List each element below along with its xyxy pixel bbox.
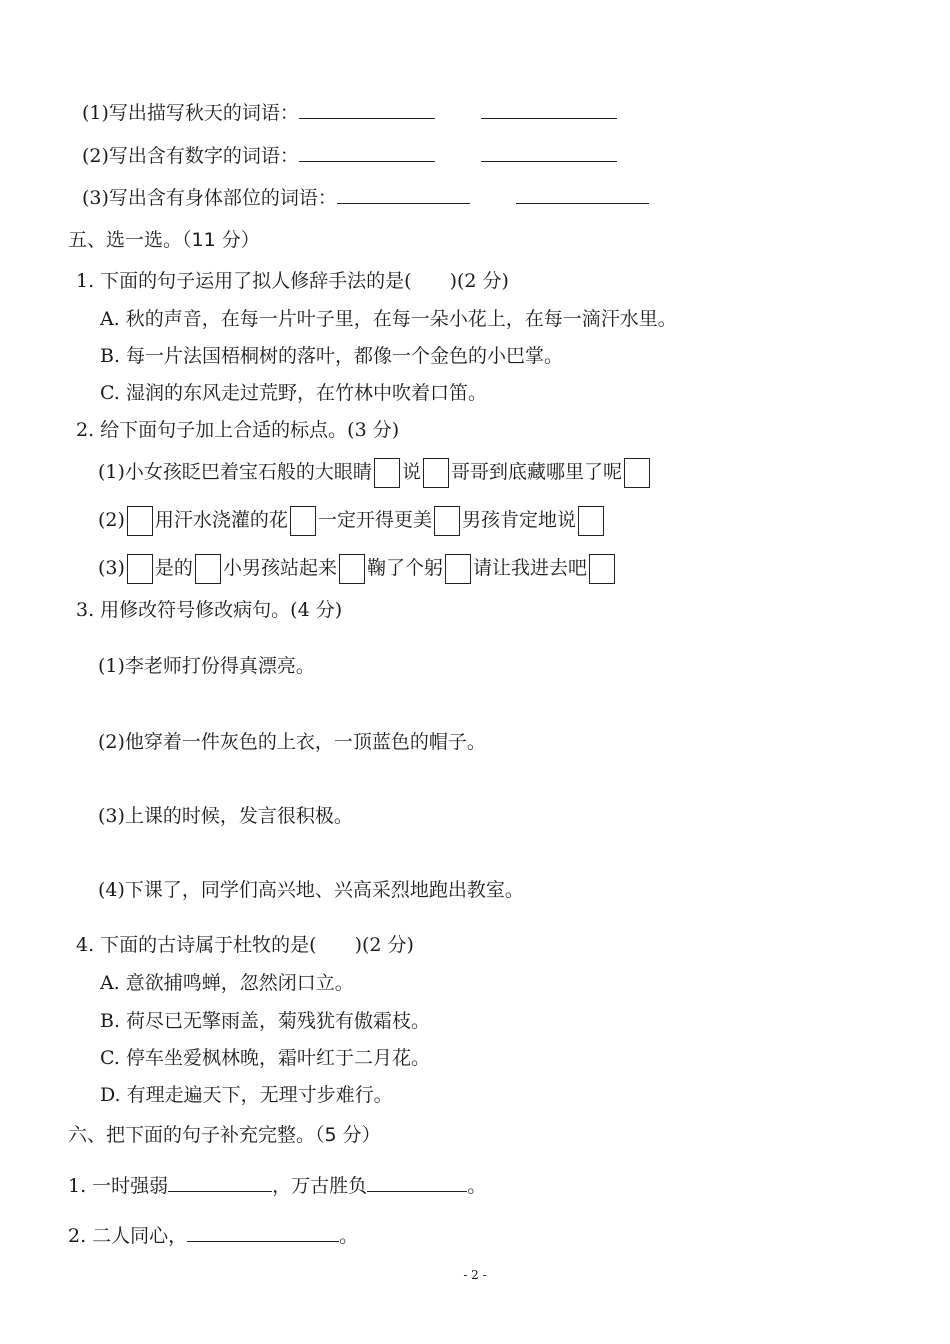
punctuation-box[interactable]: [624, 458, 650, 488]
punctuation-box[interactable]: [445, 554, 471, 584]
q3-stem: 3. 用修改符号修改病句。(4 分): [76, 599, 343, 621]
answer-blank[interactable]: [481, 143, 617, 162]
sentence-part: 是的: [154, 557, 193, 579]
page-number: - 2 -: [463, 1268, 487, 1282]
q4-option-a: A. 意欲捕鸣蝉，忽然闭口立。: [100, 972, 354, 994]
word-prompt: (2)写出含有数字的词语：: [82, 145, 299, 167]
q1-option-c: C. 湿润的东风走过荒野，在竹林中吹着口笛。: [100, 382, 487, 404]
sentence-part: (3): [98, 557, 125, 579]
section-six-title: 六、把下面的句子补充完整。（5 分）: [68, 1124, 381, 1146]
answer-blank[interactable]: [367, 1173, 467, 1192]
sentence-part: 哥哥到底藏哪里了呢: [450, 461, 622, 483]
word-line-1: [82, 100, 617, 126]
q4-stem: 4. 下面的古诗属于杜牧的是( )(2 分): [76, 934, 414, 956]
q3-sentence-1: (1)李老师打份得真漂亮。: [98, 655, 315, 677]
punctuation-box[interactable]: [423, 458, 449, 488]
punctuation-box[interactable]: [589, 554, 615, 584]
sentence-part: (1)小女孩眨巴着宝石般的大眼睛: [98, 461, 372, 483]
answer-blank[interactable]: [337, 185, 470, 204]
q2-row-2: [98, 506, 606, 536]
punctuation-box[interactable]: [578, 506, 604, 536]
sentence-part: 请让我进去吧: [472, 557, 587, 579]
punctuation-box[interactable]: [195, 554, 221, 584]
q1-stem: 1. 下面的句子运用了拟人修辞手法的是( )(2 分): [76, 270, 509, 292]
word-line-2: [82, 143, 617, 169]
punctuation-box[interactable]: [290, 506, 316, 536]
q2-row-1: [98, 458, 652, 488]
q1-option-a: A. 秋的声音，在每一片叶子里，在每一朵小花上，在每一滴汗水里。: [100, 308, 677, 330]
answer-blank[interactable]: [168, 1173, 272, 1192]
sentence-part: (2): [98, 509, 125, 531]
answer-blank[interactable]: [516, 185, 649, 204]
sentence-part: 鞠了个躬: [366, 557, 443, 579]
section-five-title: 五、选一选。（11 分）: [68, 229, 260, 251]
sentence-part: ，万古胜负: [272, 1175, 368, 1197]
answer-blank[interactable]: [299, 100, 435, 119]
s6-line-2: [68, 1223, 358, 1249]
sentence-part: 一定开得更美: [317, 509, 432, 531]
q3-sentence-2: (2)他穿着一件灰色的上衣，一顶蓝色的帽子。: [98, 731, 486, 753]
sentence-part: 小男孩站起来: [222, 557, 337, 579]
punctuation-box[interactable]: [339, 554, 365, 584]
sentence-part: 2. 二人同心，: [68, 1225, 188, 1247]
s6-line-1: [68, 1173, 486, 1199]
answer-blank[interactable]: [481, 100, 617, 119]
word-prompt: (1)写出描写秋天的词语：: [82, 102, 299, 124]
q2-stem: 2. 给下面句子加上合适的标点。(3 分): [76, 419, 400, 441]
sentence-part: 。: [339, 1225, 359, 1247]
word-prompt: (3)写出含有身体部位的词语：: [82, 187, 337, 209]
answer-blank[interactable]: [299, 143, 435, 162]
punctuation-box[interactable]: [374, 458, 400, 488]
q3-sentence-3: (3)上课的时候，发言很积极。: [98, 805, 353, 827]
sentence-part: 说: [401, 461, 421, 483]
punctuation-box[interactable]: [127, 506, 153, 536]
sentence-part: 。: [467, 1175, 487, 1197]
sentence-part: 男孩肯定地说: [461, 509, 576, 531]
sentence-part: 用汗水浇灌的花: [154, 509, 288, 531]
q1-option-b: B. 每一片法国梧桐树的落叶，都像一个金色的小巴掌。: [100, 345, 564, 367]
q3-sentence-4: (4)下课了，同学们高兴地、兴高采烈地跑出教室。: [98, 879, 524, 901]
q4-option-c: C. 停车坐爱枫林晚，霜叶红于二月花。: [100, 1047, 430, 1069]
punctuation-box[interactable]: [127, 554, 153, 584]
sentence-part: 1. 一时强弱: [68, 1175, 169, 1197]
answer-blank[interactable]: [187, 1223, 339, 1242]
word-line-3: [82, 185, 649, 211]
q4-option-b: B. 荷尽已无擎雨盖，菊残犹有傲霜枝。: [100, 1010, 431, 1032]
q2-row-3: [98, 554, 617, 584]
punctuation-box[interactable]: [434, 506, 460, 536]
q4-option-d: D. 有理走遍天下，无理寸步难行。: [100, 1084, 393, 1106]
